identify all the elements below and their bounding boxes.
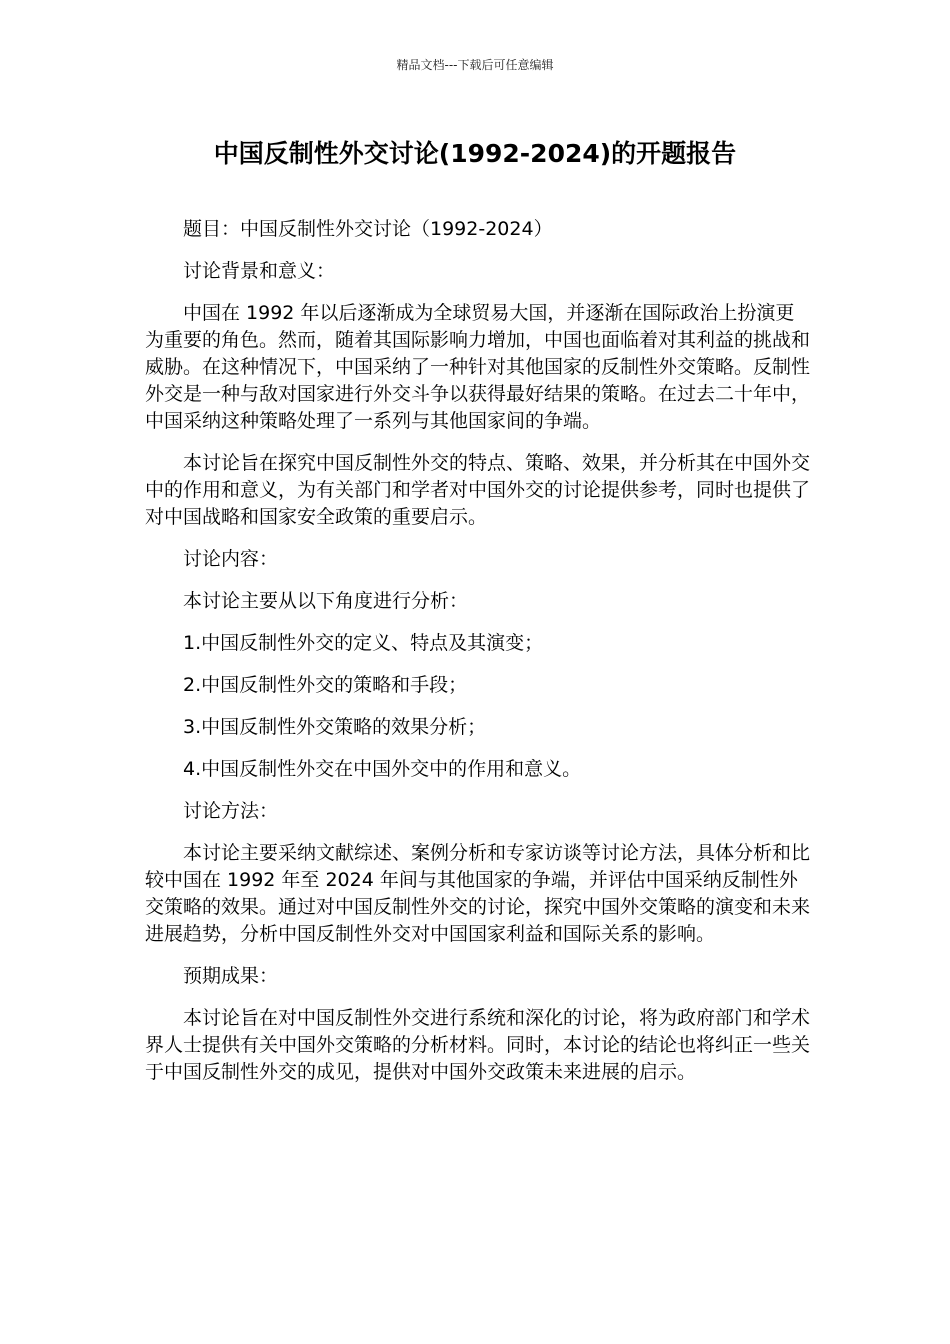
- topic-line: 题目：中国反制性外交讨论（1992-2024）: [183, 218, 553, 240]
- outcome-paragraph: 本讨论旨在对中国反制性外交进行系统和深化的讨论，将为政府部门和学术界人士提供有关中国外交策略的分析材料。同时，本讨论的结论也将纠正一些关于中国反制性外交的成见，提供对中国外交政策未来进展的启示。: [145, 1007, 811, 1083]
- content-item-4: 4.中国反制性外交在中国外交中的作用和意义。: [183, 758, 582, 780]
- background-paragraph-2: 本讨论旨在探究中国反制性外交的特点、策略、效果，并分析其在中国外交中的作用和意义，为有关部门和学者对中国外交的讨论提供参考，同时也提供了对中国战略和国家安全政策的重要启示。: [145, 452, 811, 528]
- document-body: [145, 216, 810, 1101]
- page-header: 精品文档---下载后可任意编辑: [396, 58, 554, 72]
- document-title: 中国反制性外交讨论(1992-2024)的开题报告: [213, 139, 737, 168]
- section-heading-background: 讨论背景和意义：: [183, 260, 336, 282]
- content-intro: 本讨论主要从以下角度进行分析：: [183, 590, 469, 612]
- content-item-3: 3.中国反制性外交策略的效果分析；: [183, 716, 487, 738]
- section-heading-method: 讨论方法：: [183, 800, 279, 822]
- section-heading-outcome: 预期成果：: [183, 965, 279, 987]
- section-heading-content: 讨论内容：: [183, 548, 279, 570]
- background-paragraph-1: 中国在 1992 年以后逐渐成为全球贸易大国，并逐渐在国际政治上扮演更为重要的角色。然而，随着其国际影响力增加，中国也面临着对其利益的挑战和威胁。在这种情况下，中国采纳了一种针对其他国家的反制性外交策略。反制性外交是一种与敌对国家进行外交斗争以获得最好结果的策略。在过去二十年中，中国采纳这种策略处理了一系列与其他国家间的争端。: [145, 302, 811, 432]
- content-item-2: 2.中国反制性外交的策略和手段；: [183, 674, 468, 696]
- method-paragraph: 本讨论主要采纳文献综述、案例分析和专家访谈等讨论方法，具体分析和比较中国在 1992 年至 2024 年间与其他国家的争端，并评估中国采纳反制性外交策略的效果。通过对中国反制性外交的讨论，探究中国外交策略的演变和未来进展趋势，分析中国反制性外交对中国国家利益和国际关系的影响。: [145, 842, 811, 945]
- content-item-1: 1.中国反制性外交的定义、特点及其演变；: [183, 632, 544, 654]
